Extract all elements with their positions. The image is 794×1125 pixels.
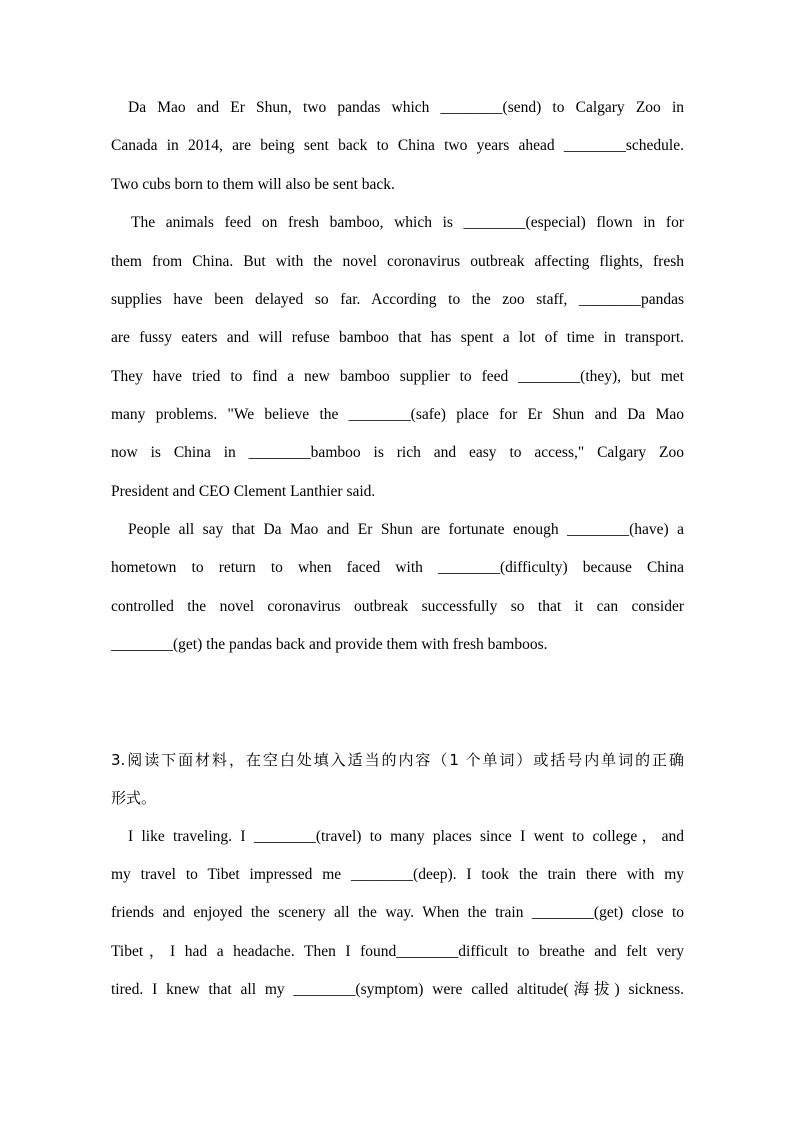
passage-line: my travel to Tibet impressed me ________(deep). I took the train there with my: [111, 866, 684, 883]
passage-line: The animals feed on fresh bamboo, which is ________(especial) flown in for: [131, 214, 684, 231]
passage-line: I like traveling. I ________(travel) to many places since I went to college，and: [128, 828, 684, 845]
passage-line: People all say that Da Mao and Er Shun are fortunate enough ________(have) a: [128, 521, 684, 538]
passage-line: controlled the novel coronavirus outbreak successfully so that it can consider: [111, 598, 684, 615]
question-instruction: 3.阅读下面材料，在空白处填入适当的内容（1 个单词）或括号内单词的正确: [111, 751, 684, 769]
passage-line: many problems. "We believe the ________(safe) place for Er Shun and Da Mao: [111, 406, 684, 423]
passage-line: now is China in ________bamboo is rich and easy to access," Calgary Zoo: [111, 444, 684, 461]
passage-line: are fussy eaters and will refuse bamboo that has spent a lot of time in transport.: [111, 329, 684, 346]
passage-line: supplies have been delayed so far. According to the zoo staff, ________pandas: [111, 291, 684, 308]
passage-line: Canada in 2014, are being sent back to China two years ahead ________schedule.: [111, 137, 684, 154]
passage-line: tired. I knew that all my ________(symptom) were called altitude(海拔) sickness.: [111, 981, 684, 998]
passage-line: Two cubs born to them will also be sent back.: [111, 176, 395, 193]
passage-line: ________(get) the pandas back and provide them with fresh bamboos.: [111, 636, 548, 653]
passage-line: They have tried to find a new bamboo supplier to feed ________(they), but met: [111, 368, 684, 385]
passage-line: them from China. But with the novel coronavirus outbreak affecting flights, fresh: [111, 253, 684, 270]
passage-line: Tibet，I had a headache. Then I found________difficult to breathe and felt very: [111, 943, 684, 960]
passage-line: hometown to return to when faced with ________(difficulty) because China: [111, 559, 684, 576]
passage-line: friends and enjoyed the scenery all the way. When the train ________(get) close to: [111, 904, 684, 921]
passage-line: President and CEO Clement Lanthier said.: [111, 483, 376, 500]
passage-line: Da Mao and Er Shun, two pandas which ________(send) to Calgary Zoo in: [128, 99, 684, 116]
question-instruction-cont: 形式。: [111, 789, 157, 807]
